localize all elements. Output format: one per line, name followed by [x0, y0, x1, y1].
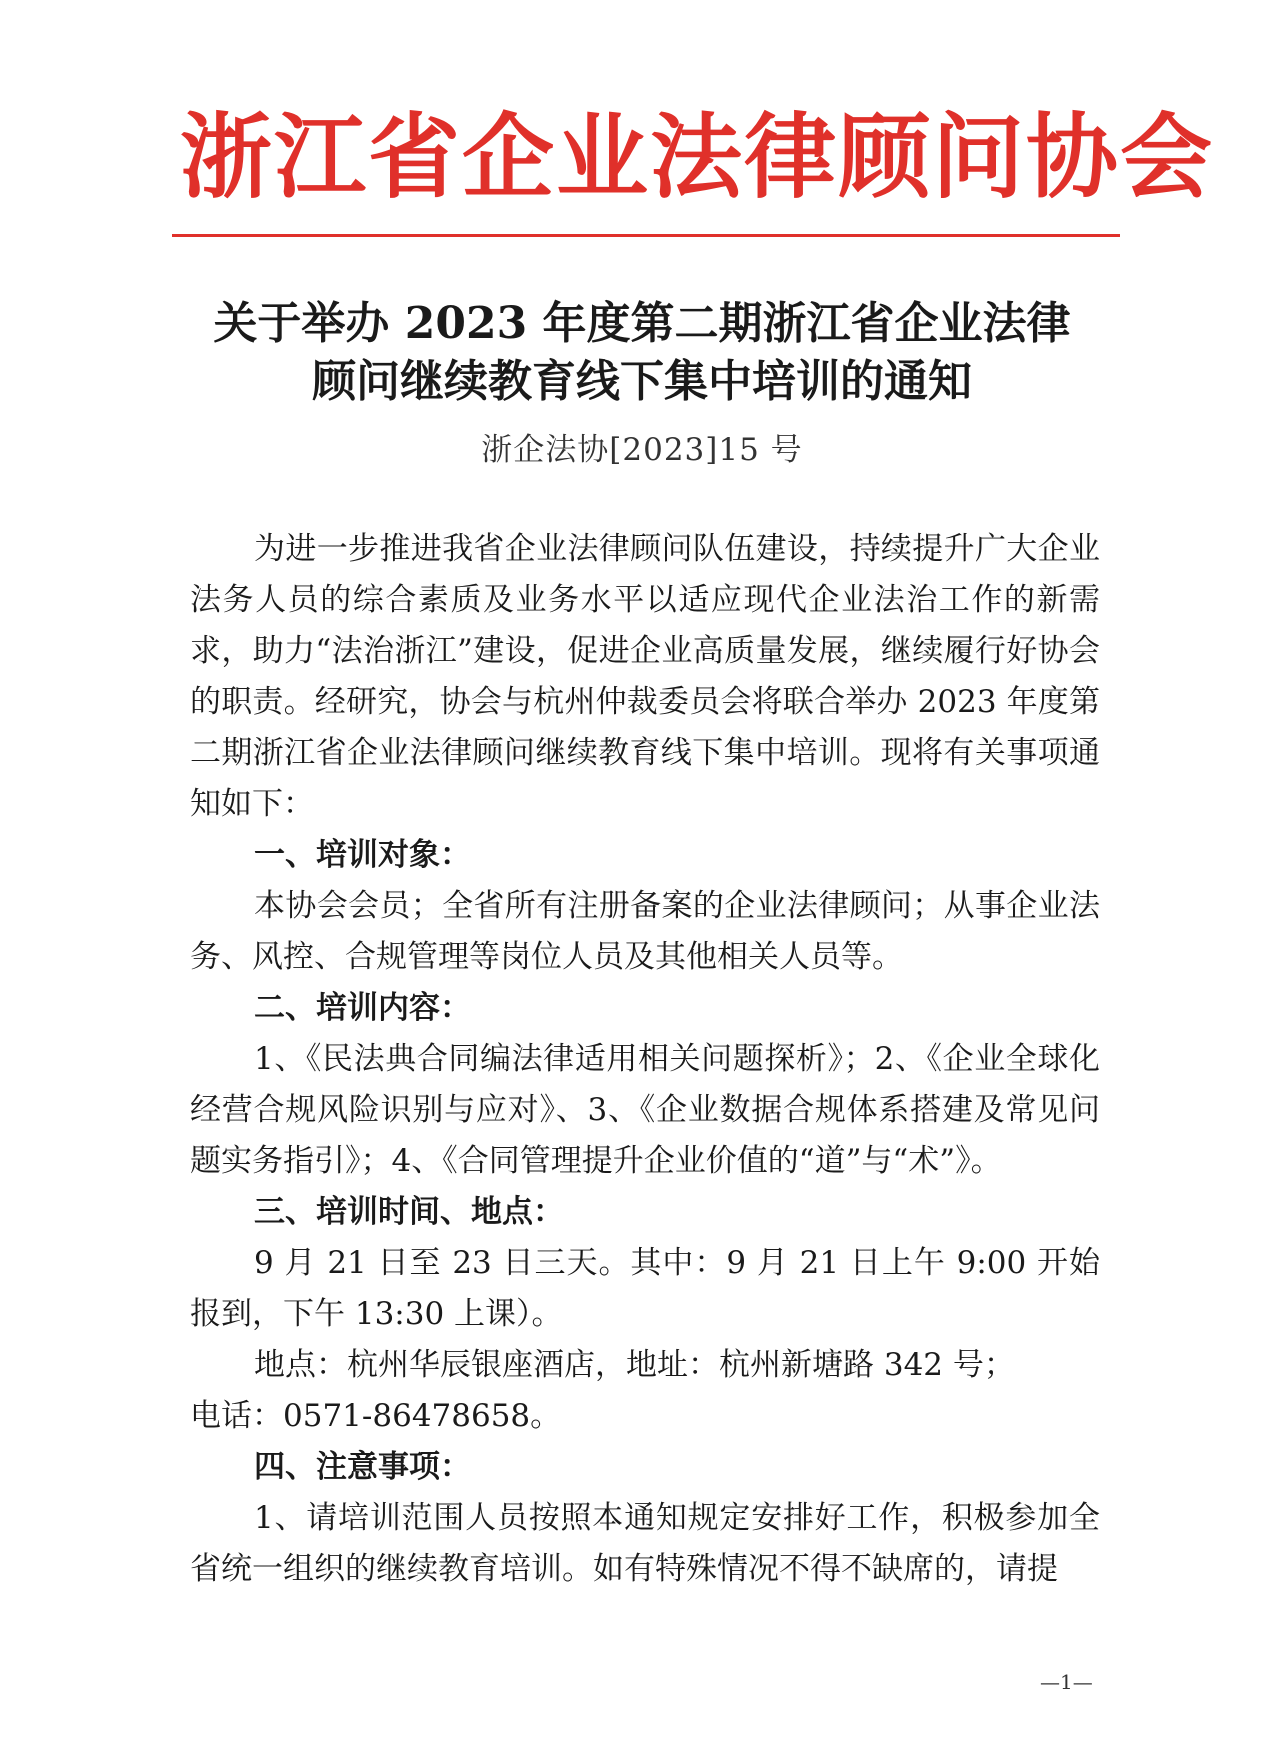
document-body: [190, 524, 1100, 1595]
document-number: 浙企法协[2023]15 号: [481, 432, 803, 468]
section-1-heading: 一、培训对象：: [254, 837, 471, 873]
red-header-rule: [172, 234, 1120, 237]
page-number: —1—: [1040, 1670, 1093, 1694]
document-title-line-1: 关于举办 2023 年度第二期浙江省企业法律: [213, 298, 1071, 349]
section-4-heading: 四、注意事项：: [254, 1449, 471, 1485]
section-2-heading: 二、培训内容：: [254, 990, 471, 1026]
section-3-heading: 三、培训时间、地点：: [254, 1194, 564, 1230]
intro-paragraph: 为进一步推进我省企业法律顾问队伍建设，持续提升广大企业法务人员的综合素质及业务水平以适应现代企业法治工作的新需求，助力“法治浙江”建设，促进企业高质量发展，继续履行好协会的职责。经研究，协会与杭州仲裁委员会将联合举办 2023 年度第二期浙江省企业法律顾问继续教育线下集中培训。现将有关事项通知如下：: [190, 531, 1100, 822]
section-4-paragraph: 1、请培训范围人员按照本通知规定安排好工作，积极参加全省统一组织的继续教育培训。如有特殊情况不得不缺席的，请提: [190, 1500, 1100, 1587]
section-3-time: 9 月 21 日至 23 日三天。其中：9 月 21 日上午 9:00 开始报到，下午 13:30 上课）。: [190, 1245, 1100, 1332]
section-3-place: 地点：杭州华辰银座酒店，地址：杭州新塘路 342 号；: [254, 1347, 1015, 1383]
document-title-line-2: 顾问继续教育线下集中培训的通知: [312, 356, 972, 407]
section-2-paragraph: 1、《民法典合同编法律适用相关问题探析》；2、《企业全球化经营合规风险识别与应对》、3、《企业数据合规体系搭建及常见问题实务指引》；4、《合同管理提升企业价值的“道”与“术”》。: [190, 1041, 1100, 1179]
organization-name-header: 浙江省企业法律顾问协会: [180, 104, 1215, 211]
section-1-paragraph: 本协会会员；全省所有注册备案的企业法律顾问；从事企业法务、风控、合规管理等岗位人员及其他相关人员等。: [190, 888, 1100, 975]
section-3-phone: 电话：0571-86478658。: [190, 1398, 562, 1434]
